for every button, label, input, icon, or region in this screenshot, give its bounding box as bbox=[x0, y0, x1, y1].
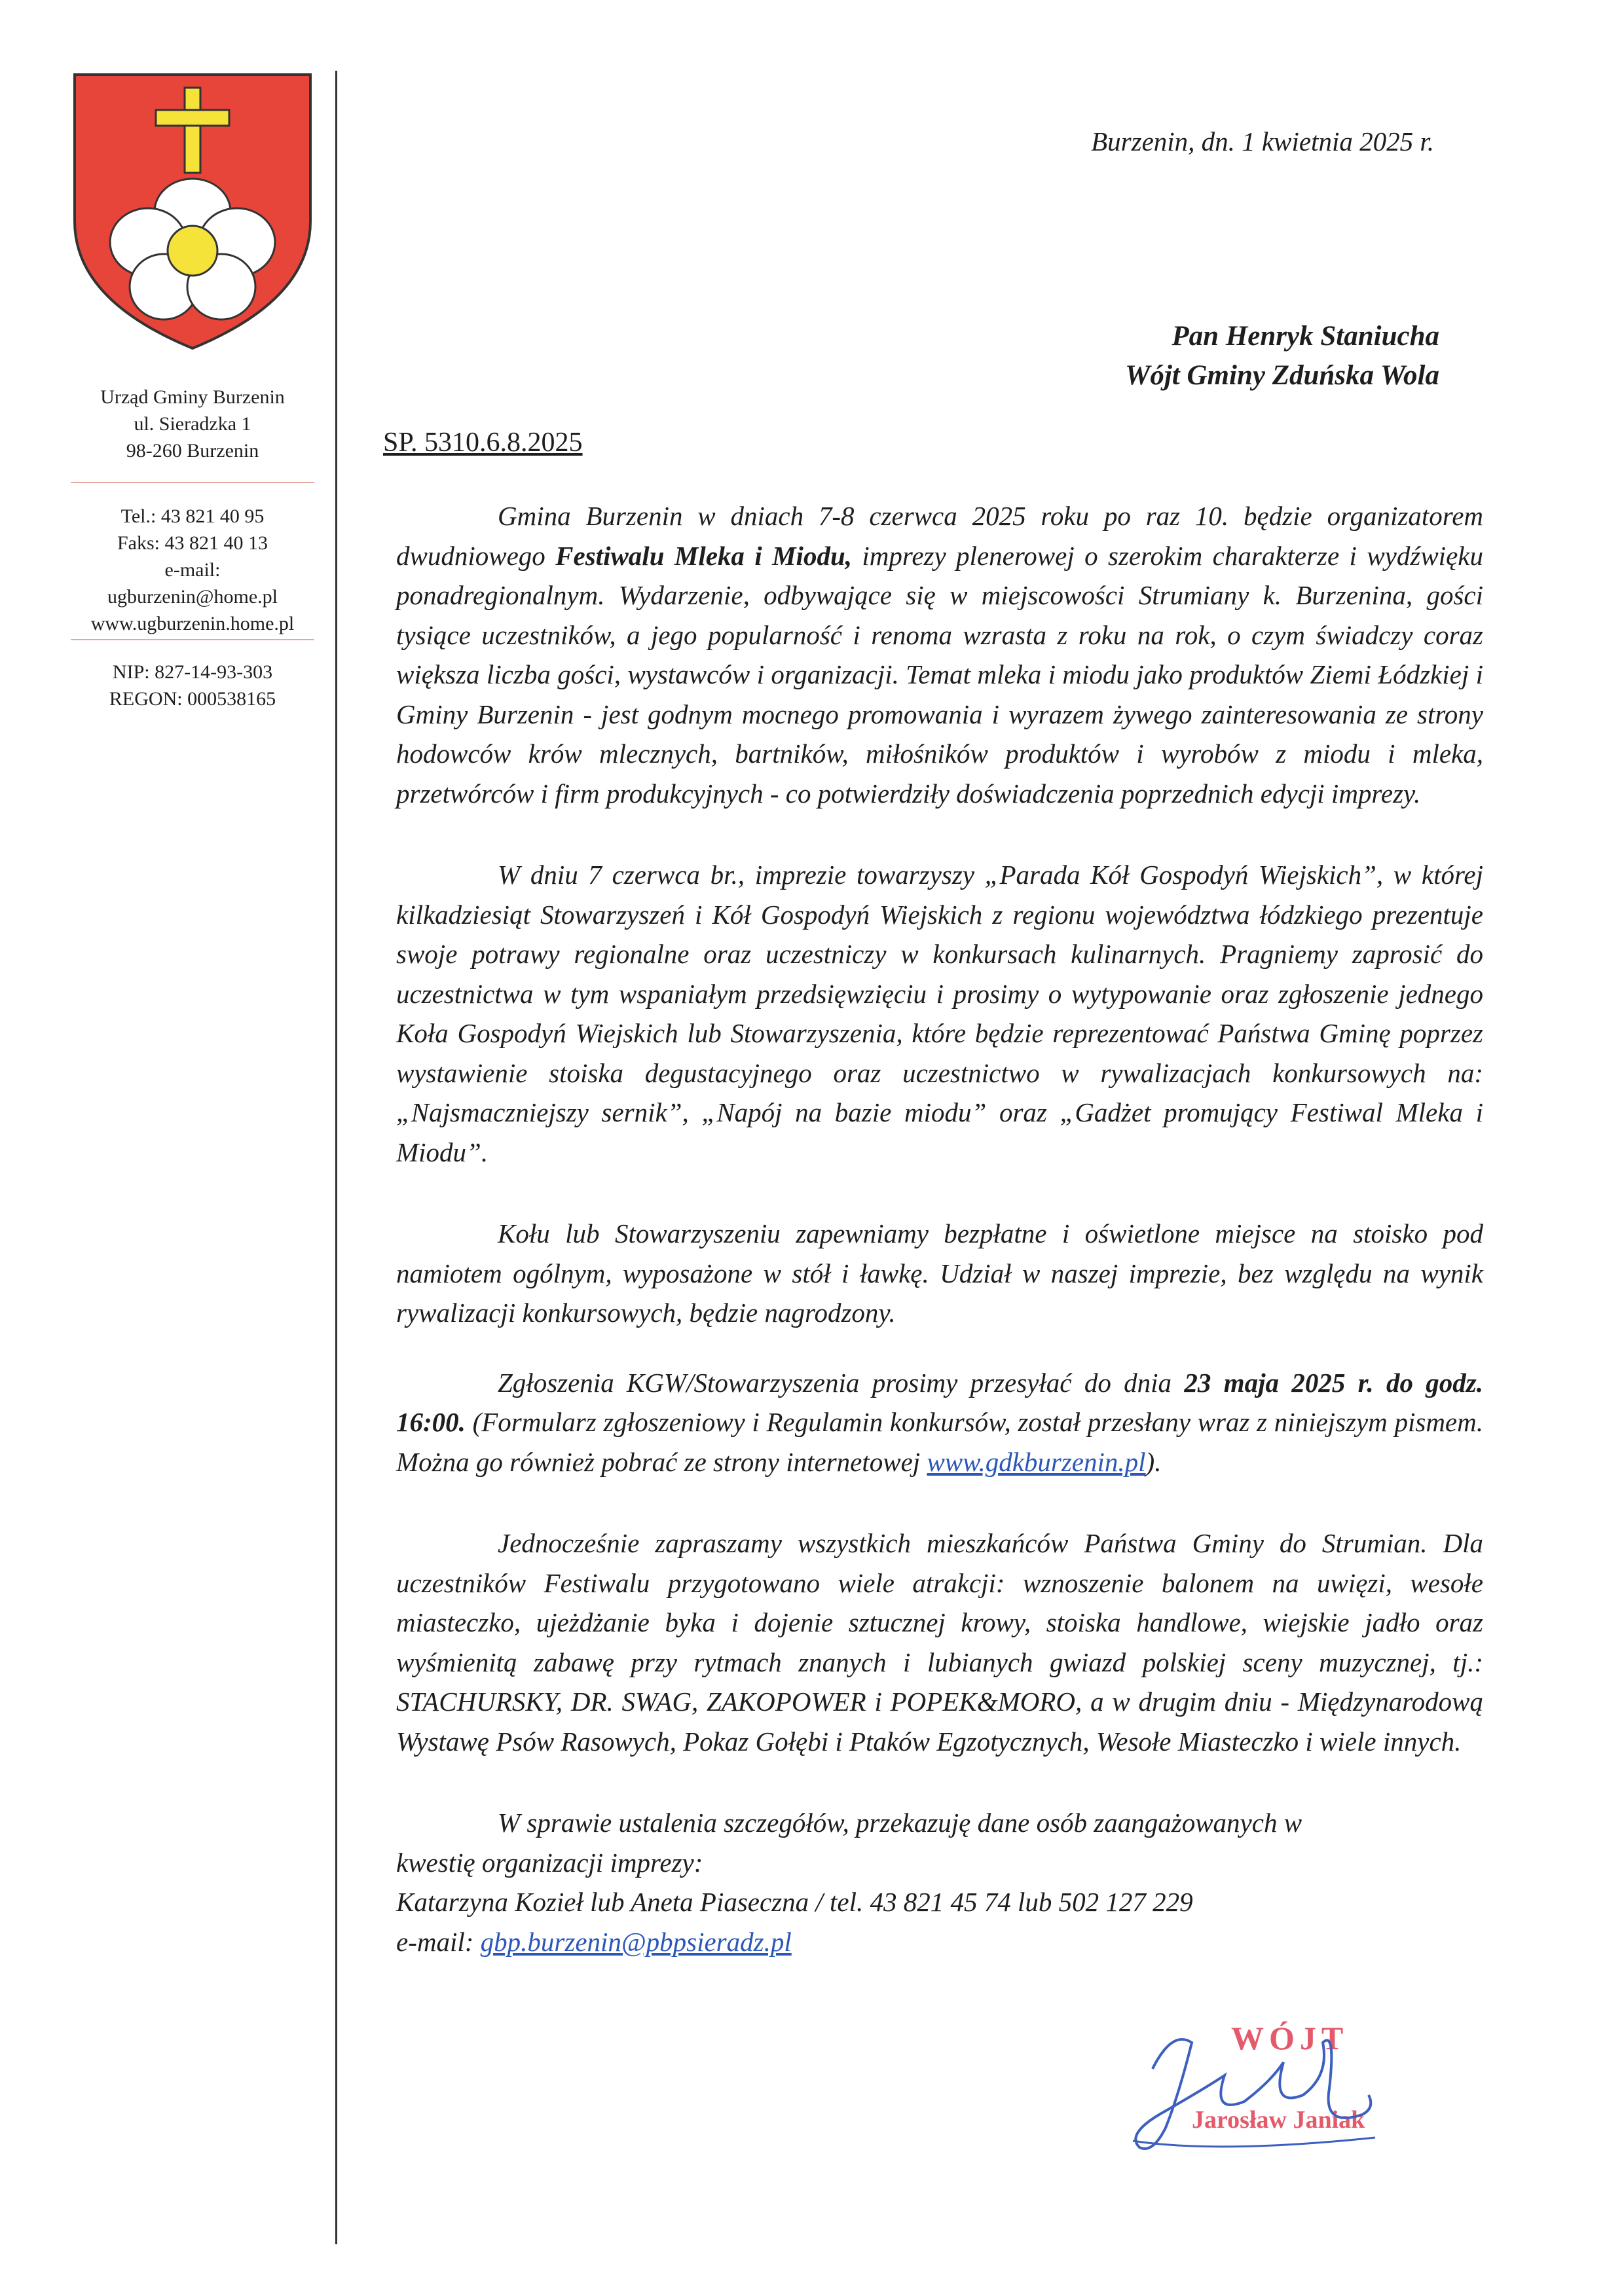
paragraph-4 bbox=[396, 1363, 1483, 1482]
divider bbox=[71, 639, 314, 640]
festival-name: Festiwalu Mleka i Miodu, bbox=[555, 540, 852, 571]
office-nip: NIP: 827-14-93-303 bbox=[112, 661, 273, 683]
email-label: e-mail: bbox=[396, 1926, 481, 1957]
paragraph-3: Kołu lub Stowarzyszeniu zapewniamy bezpłatne i oświetlone miejsce na stoisko pod namiotem ogólnym, wyposażone w stół i ławkę. Udział w naszej imprezie, bez względu na wynik rywalizacji konkursowych, będzie nagrodzony. bbox=[396, 1218, 1483, 1328]
contact-line-1: W sprawie ustalenia szczegółów, przekazuję dane osób zaangażowanych w bbox=[498, 1808, 1302, 1838]
coat-of-arms-logo bbox=[71, 71, 314, 352]
office-email[interactable]: ugburzenin@home.pl bbox=[107, 586, 278, 608]
paragraph-5: Jednocześnie zapraszamy wszystkich mieszkańców Państwa Gminy do Strumian. Dla uczestników Festiwalu przygotowano wiele atrakcji: wznoszenie balonem na uwięzi, wesołe miasteczko, ujeżdżanie byka i dojenie sztucznej krowy, stoiska handlowe, wiejskie jadło oraz wyśmienitą zabawę przy rytmach znanych i lubianych gwiazd polskiej sceny muzycznej, tj.: STACHURSKY, DR. SWAG, ZAKOPOWER i POPEK&MORO, a w drugim dniu - Międzynarodową Wystawę Psów Rasowych, Pokaz Gołębi i Ptaków Egzotycznych, Wesołe Miasteczko i wiele innych. bbox=[396, 1528, 1483, 1757]
contact-email-line bbox=[396, 1922, 1483, 1962]
office-tel: Tel.: 43 821 40 95 bbox=[120, 505, 265, 527]
stamp-name: Jarosław Janiak bbox=[1192, 2106, 1365, 2134]
contact-line-2: kwestię organizacji imprezy: bbox=[396, 1847, 703, 1878]
stamp-title: WÓJT bbox=[1231, 2020, 1349, 2056]
recipient-name: Pan Henryk Staniucha bbox=[1172, 321, 1439, 352]
text: Zgłoszenia KGW/Stowarzyszenia prosimy przesyłać do dnia bbox=[498, 1367, 1185, 1398]
text: (Formularz zgłoszeniowy i Regulamin konkursów, został przesłany wraz z niniejszym pismem. Można go również pobrać ze strony internetowej bbox=[396, 1407, 1483, 1477]
office-name: Urząd Gminy Burzenin bbox=[100, 386, 285, 408]
office-email-label: e-mail: bbox=[164, 559, 221, 581]
text: Gmina Burzenin w dniach 7-8 czerwca 2025 roku po raz 10. będzie organizatorem dwudniowego bbox=[396, 501, 1483, 571]
office-city: 98-260 Burzenin bbox=[126, 440, 259, 462]
recipient-title: Wójt Gminy Zduńska Wola bbox=[1125, 360, 1439, 391]
office-street: ul. Sieradzka 1 bbox=[134, 413, 251, 435]
office-regon: REGON: 000538165 bbox=[109, 688, 276, 710]
office-website[interactable]: www.ugburzenin.home.pl bbox=[90, 613, 295, 634]
paragraph-2: W dniu 7 czerwca br., imprezie towarzyszy „Parada Kół Gospodyń Wiejskich”, w której kilkadziesiąt Stowarzyszeń i Kół Gospodyń Wiejskich z regionu województwa łódzkiego prezentuje swoje potrawy regionalne oraz uczestniczy w konkursach kulinarnych. Pragniemy zaprosić do uczestnictwa w tym wspaniałym przedsięwzięciu i prosimy o wytypowanie oraz zgłoszenie jednego Koła Gospodyń Wiejskich lub Stowarzyszenia, które będzie reprezentować Państwa Gminę poprzez wystawienie stoiska degustacyjnego oraz uczestnictwo w rywalizacjach konkursowych na: „Najsmaczniejszy sernik”, „Napój na bazie miodu” oraz „Gadżet promujący Festiwal Mleka i Miodu”. bbox=[396, 860, 1483, 1167]
office-contacts bbox=[71, 503, 314, 637]
signature-stamp bbox=[1113, 2003, 1388, 2174]
deadline: 23 maja 2025 r. do godz. 16:00. bbox=[396, 1367, 1483, 1437]
office-fax: Faks: 43 821 40 13 bbox=[117, 532, 268, 554]
contact-block bbox=[396, 1803, 1483, 1961]
letter-date: Burzenin, dn. 1 kwietnia 2025 r. bbox=[1091, 126, 1434, 156]
reference-number: SP. 5310.6.8.2025 bbox=[383, 428, 583, 458]
website-link[interactable]: www.gdkburzenin.pl bbox=[927, 1446, 1146, 1477]
contact-email-link[interactable]: gbp.burzenin@pbpsieradz.pl bbox=[480, 1926, 792, 1957]
recipient-block bbox=[786, 317, 1439, 395]
letter-body bbox=[396, 496, 1483, 1961]
paragraph-1 bbox=[396, 496, 1483, 813]
office-ids bbox=[71, 659, 314, 712]
vertical-divider bbox=[335, 71, 337, 2244]
office-address bbox=[71, 384, 314, 464]
text: imprezy plenerowej o szerokim charakterze i wydźwięku ponadregionalnym. Wydarzenie, odbywające się w miejscowości Strumiany k. Burzenina, gości tysiące uczestników, a jego popularność i renoma wzrasta z roku na rok, o czym świadczy coraz większa liczba gości, wystawców i organizacji. Temat mleka i miodu jako produktów Ziemi Łódzkiej i Gminy Burzenin - jest godnym mocnego promowania i wyrazem żywego zainteresowania ze strony hodowców krów mlecznych, bartników, miłośników produktów i wyrobów z miodu i mleka, przetwórców i firm produkcyjnych - co potwierdziły doświadczenia poprzednich edycji imprezy. bbox=[396, 540, 1483, 809]
contact-line-3: Katarzyna Kozieł lub Aneta Piaseczna / tel. 43 821 45 74 lub 502 127 229 bbox=[396, 1887, 1193, 1917]
text: ). bbox=[1145, 1446, 1162, 1477]
divider bbox=[71, 482, 314, 483]
